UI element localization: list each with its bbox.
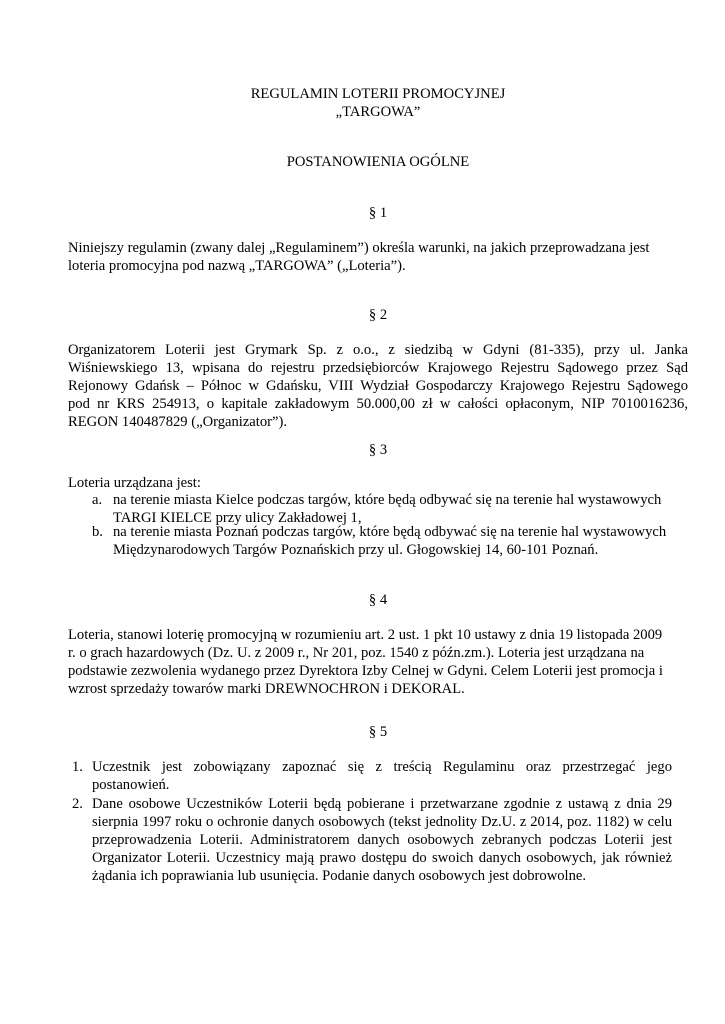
- paragraph-1-line: loteria promocyjna pod nazwą „TARGOWA” („Loteria”).: [68, 258, 406, 274]
- paragraph-number-2: § 2: [368, 307, 388, 323]
- paragraph-4-line: wzrost sprzedaży towarów marki DREWNOCHRON i DEKORAL.: [68, 681, 465, 697]
- list-item-line: Międzynarodowych Targów Poznańskich przy ul. Głogowskiej 14, 60-101 Poznań.: [113, 542, 599, 558]
- list-marker: 1.: [72, 759, 83, 775]
- paragraph-2-line: Wiśniewskiego 13, wpisana do rejestru przedsiębiorców Krajowego Rejestru Sądowego przez Sąd: [68, 360, 688, 376]
- list-marker: 2.: [72, 796, 83, 812]
- list-item-line: postanowień.: [92, 777, 170, 793]
- list-item-body: [92, 795, 672, 885]
- paragraph-4-line: podstawie zezwolenia wydanego przez Dyrektora Izby Celnej w Gdyni. Celem Loterii jest promocja i: [68, 663, 663, 679]
- list-item-line: sierpnia 1997 roku o ochronie danych osobowych (tekst jednolity Dz.U. z 2014, poz. 1182) w celu: [92, 814, 672, 830]
- list-item-line: żądania ich poprawiania lub usunięcia. Podanie danych osobowych jest dobrowolne.: [92, 868, 587, 884]
- paragraph-1-line: Niniejszy regulamin (zwany dalej „Regulaminem”) określa warunki, na jakich przeprowadzana jest: [68, 240, 650, 256]
- paragraph-2-line: pod nr KRS 254913, o kapitale zakładowym 50.000,00 zł w całości opłaconym, NIP 7010016236,: [68, 396, 688, 412]
- list-marker: a.: [92, 492, 103, 508]
- paragraph-number-4: § 4: [368, 592, 388, 608]
- paragraph-2-line: Organizatorem Loterii jest Grymark Sp. z o.o., z siedzibą w Gdyni (81-335), przy ul. Janka: [68, 342, 688, 358]
- paragraph-2-body: [68, 341, 688, 431]
- list-item-line: Uczestnik jest zobowiązany zapoznać się z treścią Regulaminu oraz przestrzegać jego: [92, 759, 672, 775]
- paragraph-2-line: Rejonowy Gdańsk – Północ w Gdańsku, VIII Wydział Gospodarczy Krajowego Rejestru Sądowego: [68, 378, 688, 394]
- section-heading: POSTANOWIENIA OGÓLNE: [286, 154, 470, 170]
- list-item-line: przeprowadzenia Loterii. Administratorem danych osobowych zebranych podczas Loterii jest: [92, 832, 672, 848]
- list-item-body: [92, 758, 672, 794]
- paragraph-2-line: REGON 140487829 („Organizator”).: [68, 414, 287, 430]
- paragraph-number-3: § 3: [368, 442, 388, 458]
- paragraph-4-line: r. o grach hazardowych (Dz. U. z 2009 r., Nr 201, poz. 1540 z późn.zm.). Loteria jest urządzana na: [68, 645, 645, 661]
- list-item-line: Dane osobowe Uczestników Loterii będą pobierane i przetwarzane zgodnie z ustawą z dnia 29: [92, 796, 672, 812]
- list-marker: b.: [92, 524, 103, 540]
- paragraph-3-intro: Loteria urządzana jest:: [68, 475, 201, 491]
- list-item-line: na terenie miasta Poznań podczas targów, które będą odbywać się na terenie hal wystawowych: [113, 524, 667, 540]
- paragraph-4-line: Loteria, stanowi loterię promocyjną w rozumieniu art. 2 ust. 1 pkt 10 ustawy z dnia 19 listopada 2009: [68, 627, 663, 643]
- paragraph-number-1: § 1: [368, 205, 388, 221]
- list-item-line: Organizator Loterii. Uczestnicy mają prawo dostępu do swoich danych osobowych, jak również: [92, 850, 672, 866]
- document-title: REGULAMIN LOTERII PROMOCYJNEJ: [250, 86, 506, 102]
- document-subtitle: „TARGOWA”: [335, 104, 421, 120]
- paragraph-number-5: § 5: [368, 724, 388, 740]
- list-item-line: TARGI KIELCE przy ulicy Zakładowej 1,: [113, 510, 362, 526]
- paragraph-4-body: [68, 626, 688, 698]
- list-item-line: na terenie miasta Kielce podczas targów, które będą odbywać się na terenie hal wystawowych: [113, 492, 662, 508]
